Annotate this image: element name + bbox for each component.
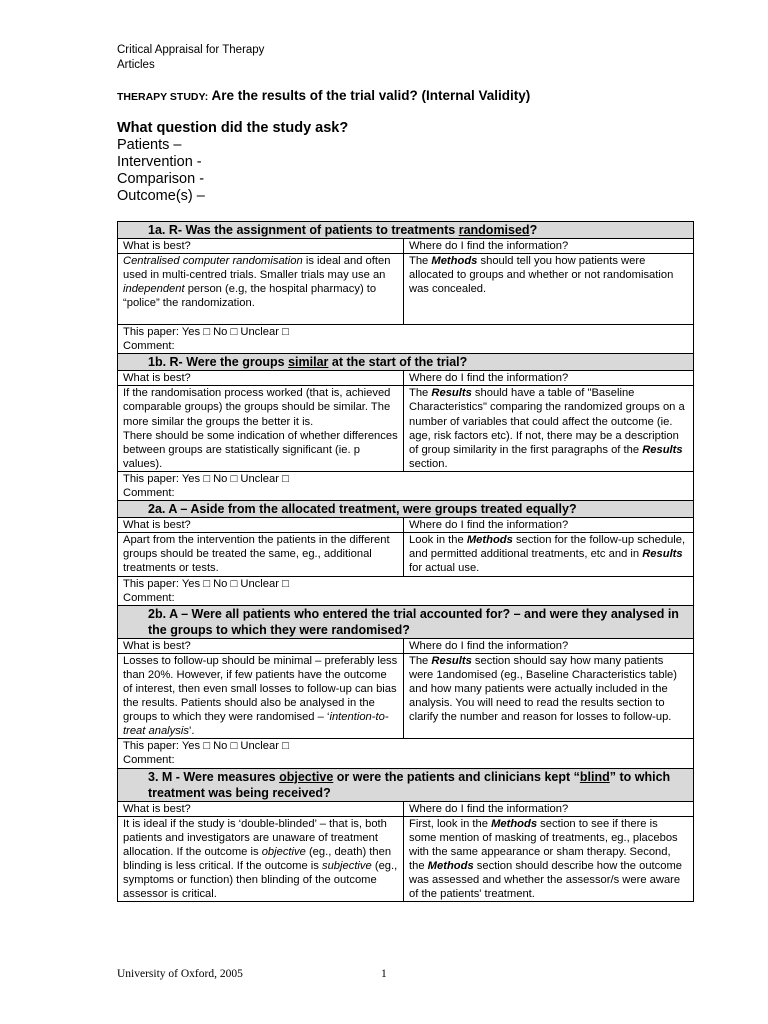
- document-header: [117, 43, 264, 73]
- footer-institution: University of Oxford, 2005: [117, 968, 243, 980]
- title-text: Are the results of the trial valid? (Internal Validity): [211, 88, 531, 103]
- section-title-2a: 2a. A – Aside from the allocated treatment, were groups treated equally?: [118, 501, 694, 518]
- best-text-2b: Losses to follow-up should be minimal – preferably less than 20%. However, if few patients have the outcome of interest, then even small losses to follow-up can bias the results. Patients should also be analysed in the groups to which they were randomised – ‘intention-to-treat analysis’.: [118, 653, 404, 739]
- this-paper-cell-2b: [118, 739, 694, 768]
- column-header-row: [118, 638, 694, 653]
- col-header-best: What is best?: [118, 638, 404, 653]
- footer-page-number: 1: [381, 968, 387, 980]
- where-text-2a: Look in the Methods section for the follow-up schedule, and permitted additional treatments, etc and in Results for actual use.: [404, 533, 694, 576]
- pico-intervention: Intervention -: [117, 154, 202, 170]
- best-text-2a: Apart from the intervention the patients in the different groups should be treated the same, eg., additional treatments or tests.: [118, 533, 404, 576]
- column-header-row: [118, 801, 694, 816]
- this-paper-cell-1b: [118, 471, 694, 500]
- best-text-1a: Centralised computer randomisation is ideal and often used in multi-centred trials. Smaller trials may use an independent person (e.g, the hospital pharmacy) to “police” the randomization.: [118, 254, 404, 325]
- col-header-best: What is best?: [118, 801, 404, 816]
- section-title-3: 3. M - Were measures objective or were the patients and clinicians kept “blind” to which treatment was being received?: [118, 768, 694, 801]
- comment-1a: Comment:: [123, 340, 175, 353]
- comment-2b: Comment:: [123, 754, 175, 767]
- question-heading: What question did the study ask?: [117, 120, 349, 136]
- col-header-best: What is best?: [118, 371, 404, 386]
- where-text-1a: The Methods should tell you how patients were allocated to groups and whether or not randomisation was concealed.: [404, 254, 694, 325]
- content-row-1a: [118, 254, 694, 325]
- where-text-1b: The Results should have a table of "Baseline Characteristics" comparing the randomized groups on a number of variables that could affect the outcome (ie. age, risk factors etc). If not, there may be a description of group similarity in the first paragraphs of the Results section.: [404, 386, 694, 472]
- title-prefix: THERAPY STUDY:: [117, 91, 209, 103]
- header-line-1: Critical Appraisal for Therapy: [117, 44, 265, 56]
- comment-2a: Comment:: [123, 591, 175, 604]
- section-header-2b: [118, 605, 694, 638]
- this-paper-1a: This paper: Yes □ No □ Unclear □: [123, 326, 289, 339]
- best-text-3: It is ideal if the study is ‘double-blinded’ – that is, both patients and investigators are unaware of treatment allocation. If the outcome is objective (eg., death) then blinding is less critical. If the outcome is subjective (eg., symptoms or function) then blinding of the outcome assessor is critical.: [118, 816, 404, 902]
- col-header-best: What is best?: [118, 518, 404, 533]
- this-paper-row-1b: [118, 471, 694, 500]
- col-header-where: Where do I find the information?: [404, 371, 694, 386]
- section-header-2a: [118, 501, 694, 518]
- col-header-where: Where do I find the information?: [404, 518, 694, 533]
- section-header-3: [118, 768, 694, 801]
- section-header-1a: [118, 222, 694, 239]
- where-text-3: First, look in the Methods section to see if there is some mention of masking of treatments, eg., placebos with the same appearance or sham therapy. Second, the Methods section should describe how the outcome was assessed and whether the assessor/s were aware of the patients' treatment.: [404, 816, 694, 902]
- pico-list: [117, 137, 205, 205]
- pico-patients: Patients –: [117, 137, 182, 153]
- section-header-1b: [118, 354, 694, 371]
- section-title-1a: 1a. R- Was the assignment of patients to treatments randomised?: [118, 222, 694, 239]
- content-row-3: [118, 816, 694, 902]
- page-title: [117, 88, 530, 103]
- col-header-where: Where do I find the information?: [404, 638, 694, 653]
- best-text-1b: If the randomisation process worked (that is, achieved comparable groups) the groups should be similar. The more similar the groups the better it is. There should be some indication of whether differences between groups are statistically significant (ie. p values).: [118, 386, 404, 472]
- appraisal-table: [117, 221, 694, 902]
- this-paper-row-2a: [118, 576, 694, 605]
- column-header-row: [118, 518, 694, 533]
- content-row-1b: [118, 386, 694, 472]
- this-paper-row-1a: [118, 325, 694, 354]
- col-header-where: Where do I find the information?: [404, 801, 694, 816]
- where-text-2b: The Results section should say how many patients were 1andomised (eg., Baseline Characteristics table) and how many patients were actually included in the analysis. You will need to read the results section to clarify the number and reason for losses to follow-up.: [404, 653, 694, 739]
- section-title-2b: 2b. A – Were all patients who entered the trial accounted for? – and were they analysed in the groups to which they were randomised?: [118, 605, 694, 638]
- this-paper-1b: This paper: Yes □ No □ Unclear □: [123, 472, 289, 485]
- pico-outcomes: Outcome(s) –: [117, 188, 205, 204]
- section-title-1b: 1b. R- Were the groups similar at the start of the trial?: [118, 354, 694, 371]
- this-paper-2a: This paper: Yes □ No □ Unclear □: [123, 577, 289, 590]
- this-paper-cell-2a: [118, 576, 694, 605]
- this-paper-row-2b: [118, 739, 694, 768]
- col-header-where: Where do I find the information?: [404, 239, 694, 254]
- pico-comparison: Comparison -: [117, 171, 205, 187]
- column-header-row: [118, 239, 694, 254]
- this-paper-2b: This paper: Yes □ No □ Unclear □: [123, 740, 289, 753]
- column-header-row: [118, 371, 694, 386]
- this-paper-cell-1a: [118, 325, 694, 354]
- col-header-best: What is best?: [118, 239, 404, 254]
- content-row-2b: [118, 653, 694, 739]
- header-line-2: Articles: [117, 59, 155, 71]
- comment-1b: Comment:: [123, 487, 175, 500]
- content-row-2a: [118, 533, 694, 576]
